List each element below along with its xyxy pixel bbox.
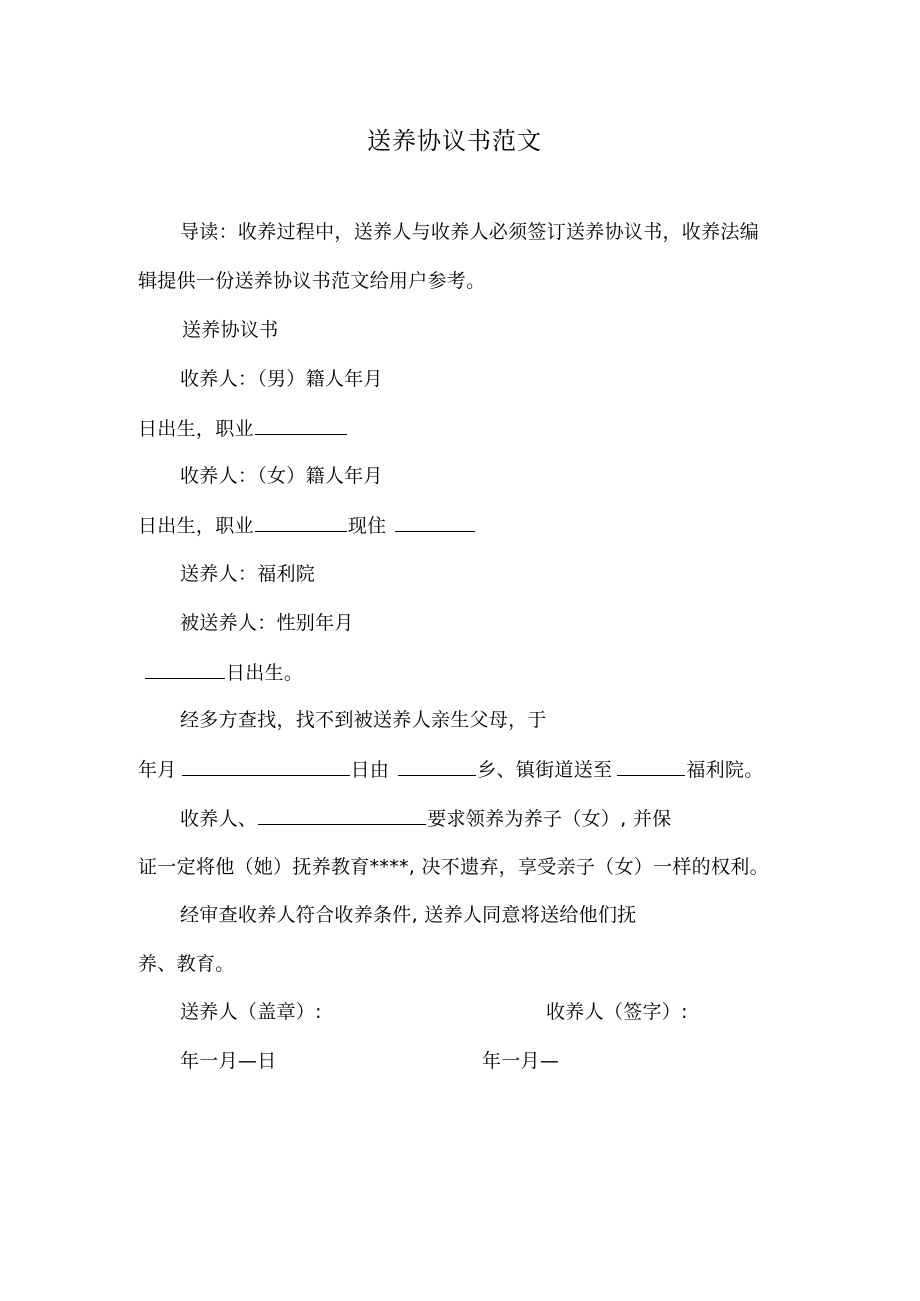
- adopter-male-line-2: [138, 416, 348, 441]
- birth-year-blank: [145, 660, 225, 679]
- search-welfare-label: 福利院。: [686, 759, 764, 781]
- occupation-blank: [255, 416, 347, 435]
- review-line-1: 经审查收养人符合收养条件, 送养人同意将送给他们抚: [180, 904, 637, 926]
- welfare-house-blank: [617, 757, 685, 776]
- intro-line-2: 辑提供一份送养协议书范文给用户参考。: [138, 270, 486, 292]
- adopter-male-line-1: 收养人：（男）籍人年月: [180, 368, 383, 390]
- sender-seal-label: 送养人（盖章）:: [180, 1001, 322, 1023]
- document-title: 送养协议书范文: [367, 127, 542, 155]
- date-blank: [182, 757, 350, 776]
- review-line-2: 养、教育。: [138, 953, 235, 975]
- request-adopter-label: 收养人、: [180, 808, 258, 830]
- township-blank: [398, 757, 476, 776]
- adopter-date: 年一月—: [482, 1050, 560, 1072]
- sender-date: 年一月—日: [180, 1050, 277, 1072]
- residence-blank: [395, 513, 475, 532]
- search-from-label: 日由: [350, 759, 390, 781]
- adoptee-birth-label: 日出生。: [226, 662, 304, 684]
- agreement-subtitle: 送养协议书: [182, 319, 279, 341]
- search-line-2: [138, 757, 764, 782]
- adopter-female-line-2: [138, 513, 476, 538]
- residence-label: 现住: [347, 515, 387, 537]
- adopter-name-blank: [258, 806, 426, 825]
- search-sent-label: 乡、镇街道送至: [477, 759, 613, 781]
- search-date-label: 年月: [138, 759, 177, 781]
- adoptee-line-1: 被送养人：性别年月: [180, 612, 354, 634]
- search-line-1: 经多方查找，找不到被送养人亲生父母，于: [180, 709, 547, 731]
- adopter-male-occupation-label: 日出生，职业: [138, 418, 254, 440]
- occupation-blank: [255, 513, 347, 532]
- request-adopt-label: 要求领养为养子（女）, 并保: [427, 808, 672, 830]
- request-line-1: [180, 806, 671, 831]
- adopter-female-line-1: 收养人：（女）籍人年月: [180, 465, 383, 487]
- sender-line: 送养人：福利院: [180, 563, 316, 585]
- adoptee-line-2: [144, 660, 303, 685]
- adopter-signature-label: 收养人（签字）:: [546, 1001, 688, 1023]
- intro-line-1: 导读：收养过程中，送养人与收养人必须签订送养协议书，收养法编: [180, 221, 760, 243]
- adopter-female-occupation-label: 日出生，职业: [138, 515, 254, 537]
- request-line-2: 证一定将他（她）抚养教育****, 决不遗弃，享受亲子（女）一样的权利。: [138, 856, 769, 878]
